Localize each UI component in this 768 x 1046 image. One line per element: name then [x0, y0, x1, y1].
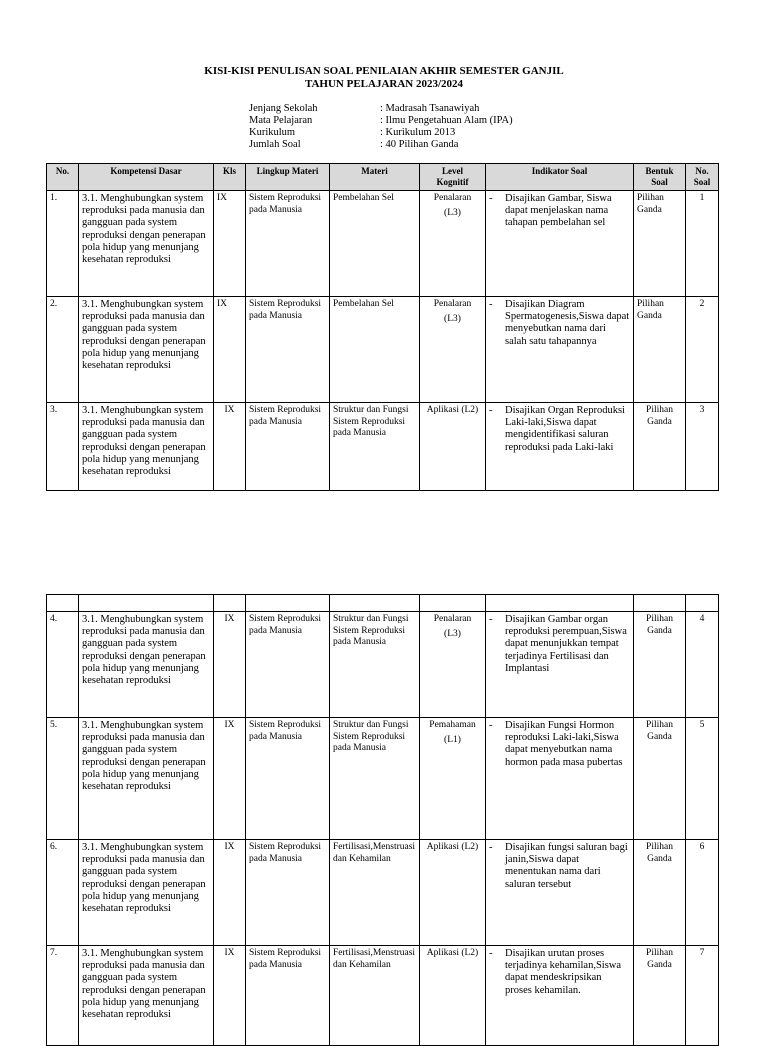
- empty-cell: [686, 595, 719, 612]
- table-row: [47, 840, 719, 946]
- empty-cell: [634, 595, 686, 612]
- cell-kompetensi-dasar: 3.1. Menghubungkan system reproduksi pada manusia dan gangguan pada system reproduksi dengan penerapan pola hidup yang menunjang kesehatan reproduksi: [79, 840, 214, 946]
- level-name: Penalaran: [433, 193, 472, 203]
- cell-no-soal: 1: [686, 191, 719, 297]
- header-no: No.: [47, 164, 79, 191]
- table-row: [47, 718, 719, 840]
- cell-bentuk-soal: Pilihan Ganda: [634, 718, 686, 840]
- cell-level-kognitif: [420, 840, 486, 946]
- indikator-text: Disajikan Gambar, Siswa dapat menjelaskan nama tahapan pembelahan sel: [505, 193, 612, 229]
- level-code: (L3): [444, 628, 461, 639]
- cell-no-soal: 6: [686, 840, 719, 946]
- cell-materi: Fertilisasi,Menstruasi dan Kehamilan: [330, 840, 420, 946]
- cell-no-soal: 2: [686, 297, 719, 403]
- document-subtitle: TAHUN PELAJARAN 2023/2024: [304, 78, 464, 90]
- meta-value: : 40 Pilihan Ganda: [380, 139, 459, 150]
- cell-lingkup-materi: Sistem Reproduksi pada Manusia: [246, 946, 330, 1046]
- cell-indikator-soal: [486, 840, 634, 946]
- level-name: Aplikasi (L2): [426, 405, 479, 415]
- indikator-text: Disajikan Organ Reproduksi Laki-laki,Siswa dapat mengidentifikasi saluran reproduksi pada Laki-laki: [505, 405, 625, 453]
- header-materi: Materi: [330, 164, 420, 191]
- cell-kls: IX: [214, 403, 246, 491]
- cell-indikator-soal: [486, 718, 634, 840]
- kisi-table-page2: [46, 594, 719, 1046]
- cell-level-kognitif: [420, 297, 486, 403]
- cell-level-kognitif: [420, 718, 486, 840]
- level-name: Pemahaman: [429, 720, 476, 730]
- cell-kls: IX: [214, 191, 246, 297]
- header-lingkup-materi: Lingkup Materi: [246, 164, 330, 191]
- table-row: [47, 403, 719, 491]
- cell-kls: IX: [214, 612, 246, 718]
- cell-kls: IX: [214, 718, 246, 840]
- table-row: [47, 946, 719, 1046]
- cell-indikator-soal: [486, 946, 634, 1046]
- empty-cell: [486, 595, 634, 612]
- header-no-soal: [686, 164, 719, 191]
- cell-no: 4.: [47, 612, 79, 718]
- cell-lingkup-materi: Sistem Reproduksi pada Manusia: [246, 297, 330, 403]
- meta-value: : Kurikulum 2013: [380, 127, 456, 138]
- kisi-table-page1: [46, 163, 719, 491]
- bullet-dash: -: [489, 948, 493, 959]
- header-level-line2: Kognitif: [436, 177, 469, 187]
- level-code: (L1): [444, 734, 461, 745]
- meta-label: Jenjang Sekolah: [249, 103, 318, 114]
- cell-kompetensi-dasar: 3.1. Menghubungkan system reproduksi pada manusia dan gangguan pada system reproduksi dengan penerapan pola hidup yang menunjang kesehatan reproduksi: [79, 297, 214, 403]
- level-name: Aplikasi (L2): [426, 842, 479, 852]
- cell-materi: Struktur dan Fungsi Sistem Reproduksi pada Manusia: [330, 718, 420, 840]
- cell-level-kognitif: [420, 946, 486, 1046]
- meta-value: : Madrasah Tsanawiyah: [380, 103, 480, 114]
- cell-no: 5.: [47, 718, 79, 840]
- cell-indikator-soal: [486, 403, 634, 491]
- header-nosoal-line2: Soal: [693, 177, 711, 187]
- header-nosoal-line1: No.: [695, 166, 709, 176]
- cell-bentuk-soal: Pilihan Ganda: [634, 612, 686, 718]
- cell-lingkup-materi: Sistem Reproduksi pada Manusia: [246, 840, 330, 946]
- indikator-text: Disajikan fungsi saluran bagi janin,Siswa dapat menentukan nama dari saluran tersebut: [505, 842, 628, 890]
- meta-label: Mata Pelajaran: [249, 115, 313, 126]
- empty-cell: [214, 595, 246, 612]
- meta-label: Jumlah Soal: [249, 139, 301, 150]
- cell-kompetensi-dasar: 3.1. Menghubungkan system reproduksi pada manusia dan gangguan pada system reproduksi dengan penerapan pola hidup yang menunjang kesehatan reproduksi: [79, 191, 214, 297]
- cell-materi: Struktur dan Fungsi Sistem Reproduksi pada Manusia: [330, 403, 420, 491]
- header-level-line1: Level: [442, 166, 463, 176]
- cell-kompetensi-dasar: 3.1. Menghubungkan system reproduksi pada manusia dan gangguan pada system reproduksi dengan penerapan pola hidup yang menunjang kesehatan reproduksi: [79, 612, 214, 718]
- empty-cell: [420, 595, 486, 612]
- bullet-dash: -: [489, 299, 493, 310]
- header-indikator-soal: Indikator Soal: [486, 164, 634, 191]
- cell-kompetensi-dasar: 3.1. Menghubungkan system reproduksi pada manusia dan gangguan pada system reproduksi dengan penerapan pola hidup yang menunjang kesehatan reproduksi: [79, 403, 214, 491]
- indikator-text: Disajikan Gambar organ reproduksi perempuan,Siswa dapat menunjukkan tempat terjadinya Fertilisasi dan Implantasi: [505, 614, 627, 674]
- document-title: KISI-KISI PENULISAN SOAL PENILAIAN AKHIR SEMESTER GANJIL: [204, 65, 564, 77]
- cell-no-soal: 5: [686, 718, 719, 840]
- indikator-text: Disajikan Fungsi Hormon reproduksi Laki-laki,Siswa dapat menyebutkan nama hormon pada masa pubertas: [505, 720, 623, 768]
- cell-level-kognitif: [420, 403, 486, 491]
- header-kompetensi-dasar: Kompetensi Dasar: [79, 164, 214, 191]
- level-name: Aplikasi (L2): [426, 948, 479, 958]
- cell-kompetensi-dasar: 3.1. Menghubungkan system reproduksi pada manusia dan gangguan pada system reproduksi dengan penerapan pola hidup yang menunjang kesehatan reproduksi: [79, 718, 214, 840]
- empty-cell: [79, 595, 214, 612]
- cell-bentuk-soal: Pilihan Ganda: [634, 946, 686, 1046]
- cell-bentuk-soal: Pilihan Ganda: [634, 191, 686, 297]
- meta-label: Kurikulum: [249, 127, 296, 138]
- indikator-text: Disajikan Diagram Spermatogenesis,Siswa dapat menyebutkan nama dari salah satu tahapannya: [505, 299, 630, 347]
- table-row: [47, 297, 719, 403]
- cell-indikator-soal: [486, 297, 634, 403]
- header-bentuk-line1: Bentuk: [645, 166, 674, 176]
- cell-materi: Pembelahan Sel: [330, 191, 420, 297]
- cell-lingkup-materi: Sistem Reproduksi pada Manusia: [246, 612, 330, 718]
- header-level-kognitif: [420, 164, 486, 191]
- cell-materi: Struktur dan Fungsi Sistem Reproduksi pada Manusia: [330, 612, 420, 718]
- header-bentuk-soal: [634, 164, 686, 191]
- table-header-row: [47, 164, 719, 191]
- level-name: Penalaran: [433, 614, 472, 624]
- cell-lingkup-materi: Sistem Reproduksi pada Manusia: [246, 191, 330, 297]
- bullet-dash: -: [489, 614, 493, 625]
- cell-kompetensi-dasar: 3.1. Menghubungkan system reproduksi pada manusia dan gangguan pada system reproduksi dengan penerapan pola hidup yang menunjang kesehatan reproduksi: [79, 946, 214, 1046]
- bullet-dash: -: [489, 405, 493, 416]
- cell-indikator-soal: [486, 191, 634, 297]
- cell-no-soal: 7: [686, 946, 719, 1046]
- cell-no: 7.: [47, 946, 79, 1046]
- cell-bentuk-soal: Pilihan Ganda: [634, 297, 686, 403]
- cell-no: 6.: [47, 840, 79, 946]
- header-bentuk-line2: Soal: [651, 177, 668, 187]
- cell-bentuk-soal: Pilihan Ganda: [634, 840, 686, 946]
- level-code: (L3): [444, 207, 461, 218]
- empty-cell: [330, 595, 420, 612]
- cell-kls: IX: [214, 946, 246, 1046]
- cell-no-soal: 3: [686, 403, 719, 491]
- cell-no: 1.: [47, 191, 79, 297]
- empty-cell: [47, 595, 79, 612]
- cell-level-kognitif: [420, 612, 486, 718]
- empty-cell: [246, 595, 330, 612]
- bullet-dash: -: [489, 193, 493, 204]
- empty-header-row: [47, 595, 719, 612]
- cell-level-kognitif: [420, 191, 486, 297]
- table-row: [47, 612, 719, 718]
- cell-lingkup-materi: Sistem Reproduksi pada Manusia: [246, 718, 330, 840]
- bullet-dash: -: [489, 842, 493, 853]
- indikator-text: Disajikan urutan proses terjadinya kehamilan,Siswa dapat mendeskripsikan proses kehamilan.: [505, 948, 622, 996]
- cell-lingkup-materi: Sistem Reproduksi pada Manusia: [246, 403, 330, 491]
- bullet-dash: -: [489, 720, 493, 731]
- level-code: (L3): [444, 313, 461, 324]
- meta-value: : Ilmu Pengetahuan Alam (IPA): [380, 115, 513, 126]
- cell-kls: IX: [214, 297, 246, 403]
- cell-indikator-soal: [486, 612, 634, 718]
- cell-no: 2.: [47, 297, 79, 403]
- header-kls: Kls: [214, 164, 246, 191]
- cell-no: 3.: [47, 403, 79, 491]
- cell-bentuk-soal: Pilihan Ganda: [634, 403, 686, 491]
- cell-kls: IX: [214, 840, 246, 946]
- cell-materi: Fertilisasi,Menstruasi dan Kehamilan: [330, 946, 420, 1046]
- cell-materi: Pembelahan Sel: [330, 297, 420, 403]
- level-name: Penalaran: [433, 299, 472, 309]
- cell-no-soal: 4: [686, 612, 719, 718]
- table-row: [47, 191, 719, 297]
